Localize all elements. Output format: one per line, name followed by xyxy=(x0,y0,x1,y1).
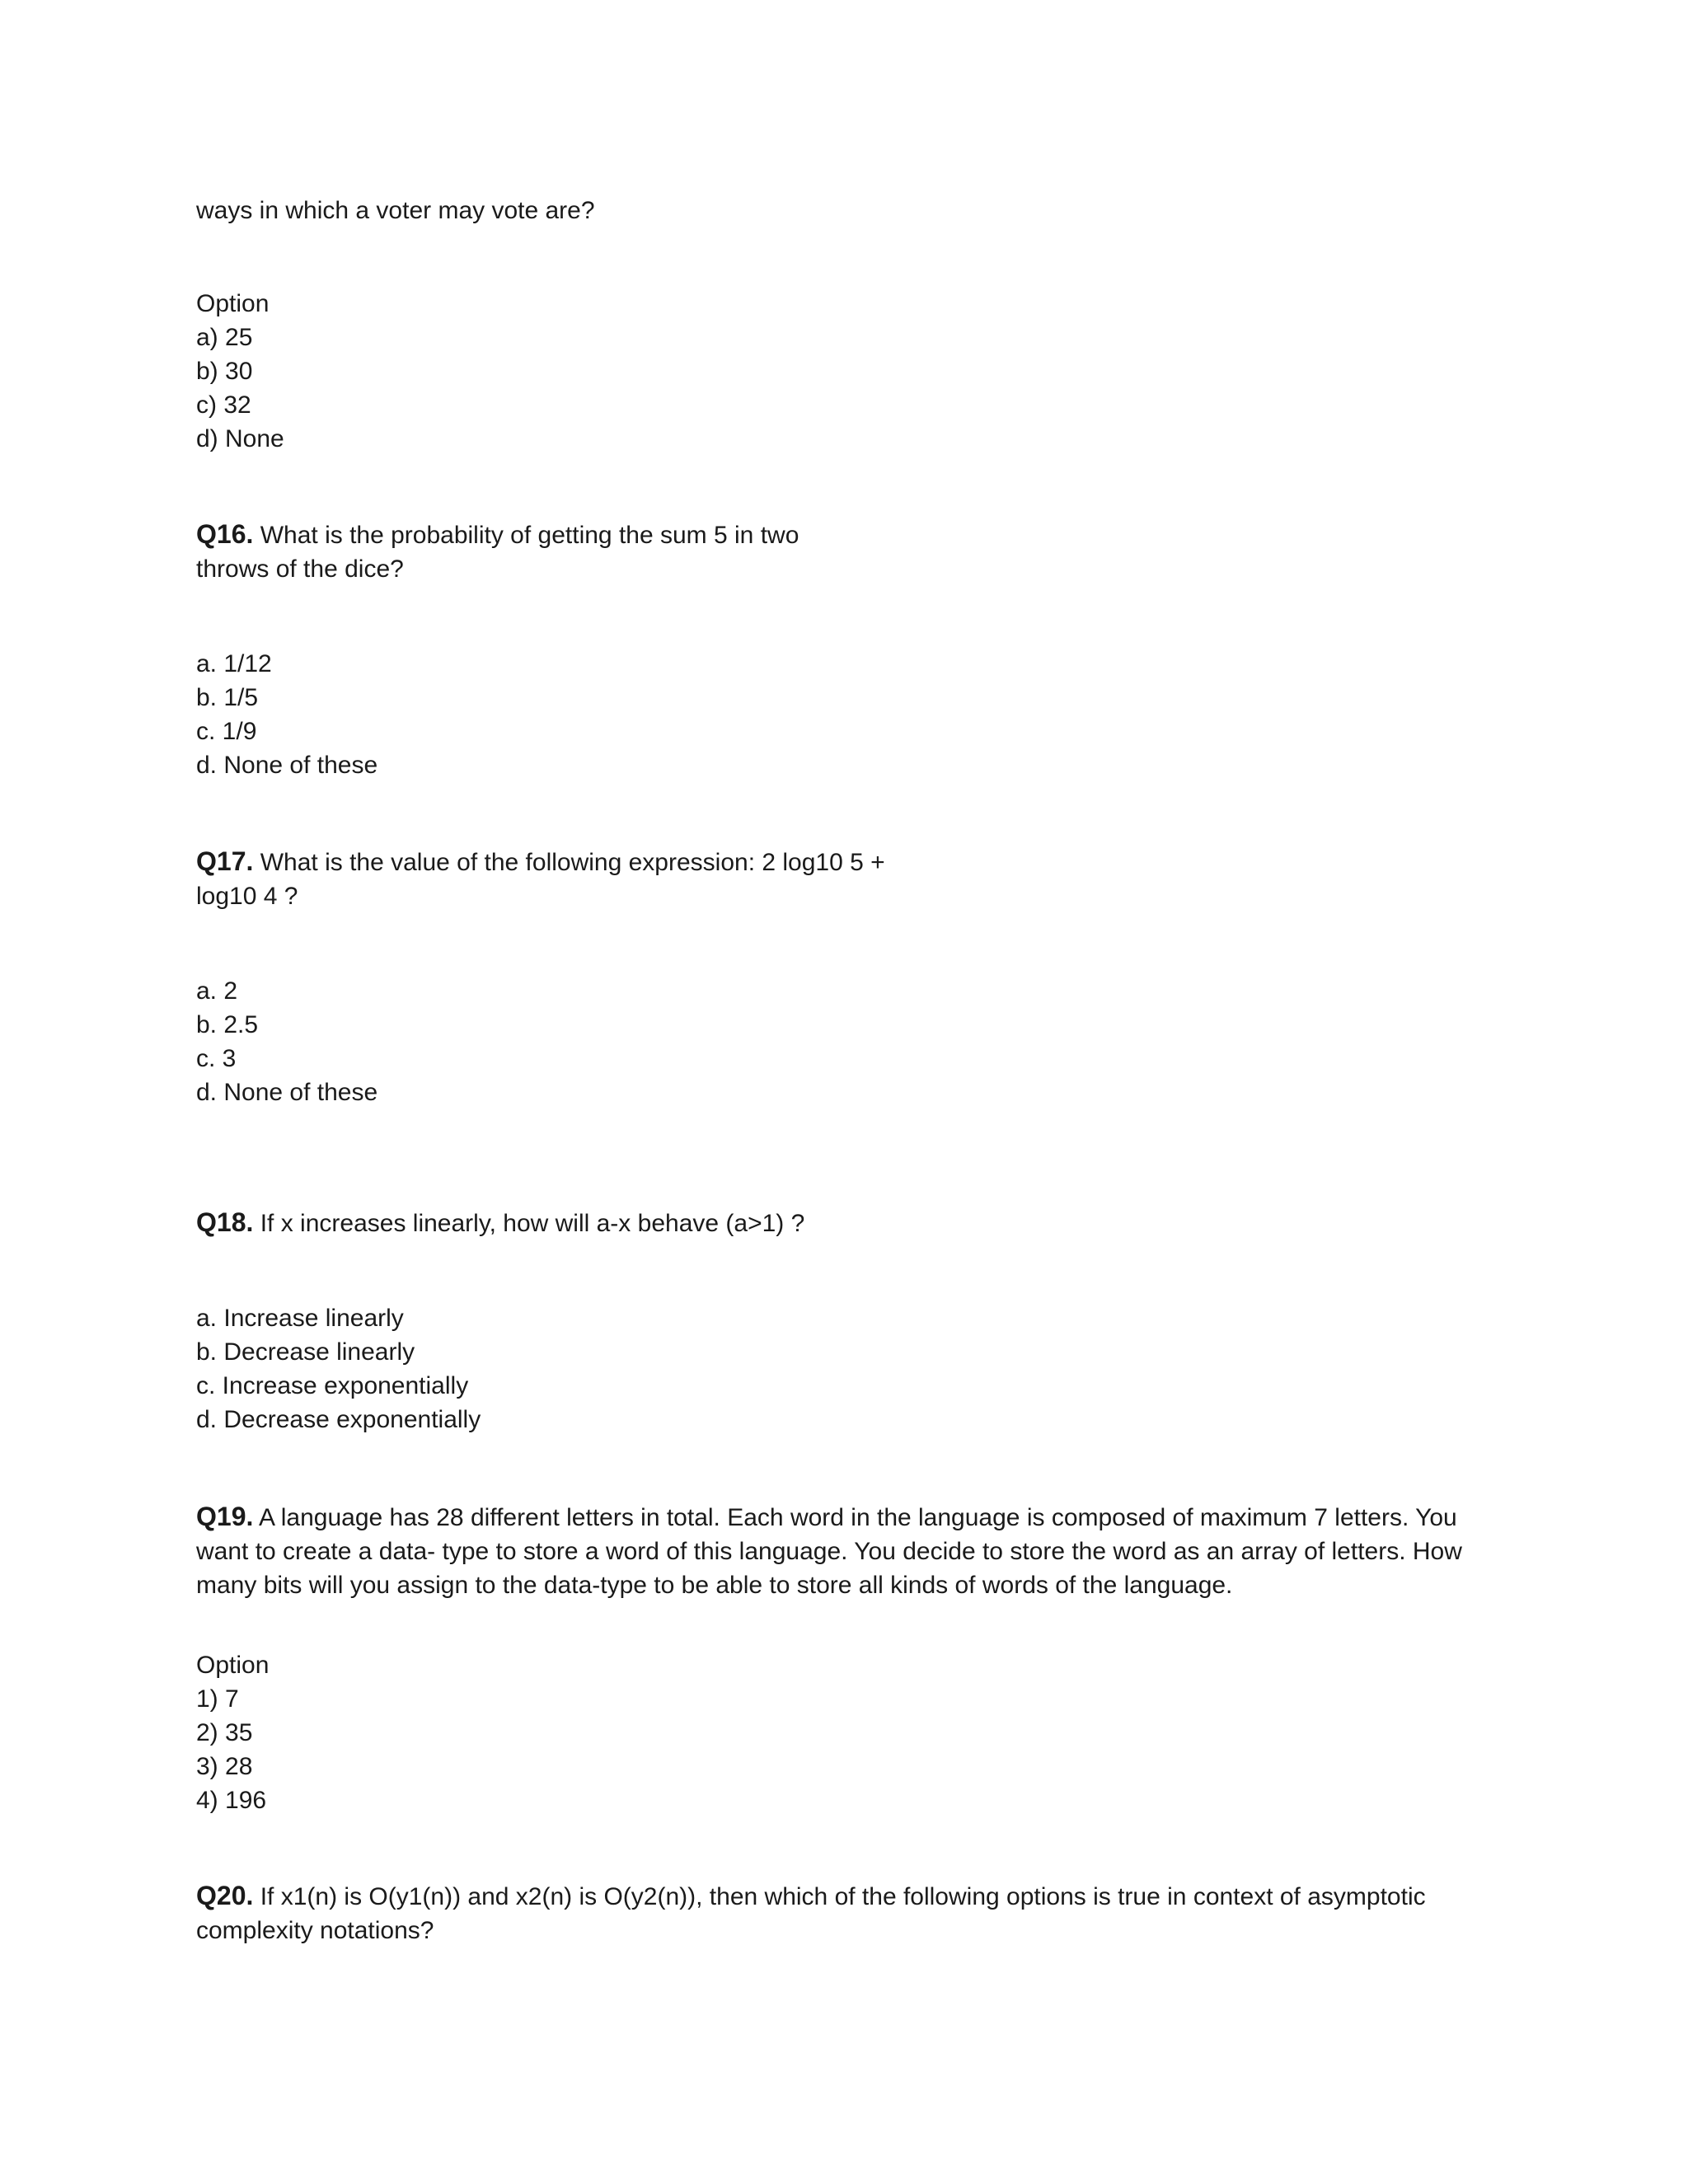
option-item: 4) 196 xyxy=(196,1787,267,1814)
option-item: d. Decrease exponentially xyxy=(196,1406,481,1433)
question-text-line xyxy=(196,845,885,879)
question-19 xyxy=(196,1500,1462,1602)
option-item: a. 2 xyxy=(196,977,238,1005)
question-text: If x1(n) is O(y1(n)) and x2(n) is O(y2(n)), then which of the following options is true in context of asymptotic xyxy=(253,1883,1426,1910)
option-item: b. 1/5 xyxy=(196,684,259,711)
question-number: Q17. xyxy=(196,846,254,876)
question-18 xyxy=(196,1206,804,1240)
question-text-line: ways in which a voter may vote are? xyxy=(196,197,595,224)
options-list xyxy=(196,287,284,456)
question-text-line: complexity notations? xyxy=(196,1917,434,1944)
option-item: d. None of these xyxy=(196,1079,378,1106)
question-number: Q20. xyxy=(196,1881,254,1910)
question-number: Q19. xyxy=(196,1502,254,1531)
option-item: 2) 35 xyxy=(196,1719,253,1746)
option-item: c. Increase exponentially xyxy=(196,1372,469,1399)
question-20 xyxy=(196,1879,1426,1947)
question-17 xyxy=(196,845,885,913)
question-16 xyxy=(196,518,799,586)
question-text: A language has 28 different letters in total. Each word in the language is composed of maximum 7 letters. You xyxy=(253,1504,1457,1531)
option-item: b. 2.5 xyxy=(196,1011,259,1038)
question-text-line: throws of the dice? xyxy=(196,555,404,583)
question-text: What is the probability of getting the sum 5 in two xyxy=(253,522,799,549)
question-text-line: want to create a data- type to store a word of this language. You decide to store the word as an array of letters. How xyxy=(196,1538,1462,1565)
option-item: a. 1/12 xyxy=(196,650,272,677)
question-text-line xyxy=(196,518,799,552)
question-text-line: many bits will you assign to the data-type to be able to store all kinds of words of the language. xyxy=(196,1572,1233,1599)
option-item: 1) 7 xyxy=(196,1685,239,1713)
option-item: a. Increase linearly xyxy=(196,1305,404,1332)
question-text-line: log10 4 ? xyxy=(196,883,298,910)
options-list xyxy=(196,647,377,782)
option-item: b. Decrease linearly xyxy=(196,1338,415,1366)
option-item: c. 1/9 xyxy=(196,718,257,745)
options-header: Option xyxy=(196,290,270,317)
options-header: Option xyxy=(196,1652,270,1679)
question-text-line xyxy=(196,1879,1426,1914)
option-item: 3) 28 xyxy=(196,1753,253,1780)
option-item: d) None xyxy=(196,425,284,452)
options-list xyxy=(196,1301,481,1436)
option-item: b) 30 xyxy=(196,358,253,385)
option-item: d. None of these xyxy=(196,752,378,779)
question-continuation-text xyxy=(196,194,595,227)
options-list xyxy=(196,974,377,1109)
option-item: a) 25 xyxy=(196,324,253,351)
question-text: What is the value of the following expression: 2 log10 5 + xyxy=(253,849,885,876)
question-text-line xyxy=(196,1206,804,1240)
options-list xyxy=(196,1648,269,1817)
option-item: c. 3 xyxy=(196,1045,237,1072)
question-text-line xyxy=(196,1500,1462,1535)
question-text: If x increases linearly, how will a-x behave (a>1) ? xyxy=(253,1210,805,1237)
option-item: c) 32 xyxy=(196,391,251,419)
question-number: Q16. xyxy=(196,519,254,549)
question-number: Q18. xyxy=(196,1207,254,1237)
